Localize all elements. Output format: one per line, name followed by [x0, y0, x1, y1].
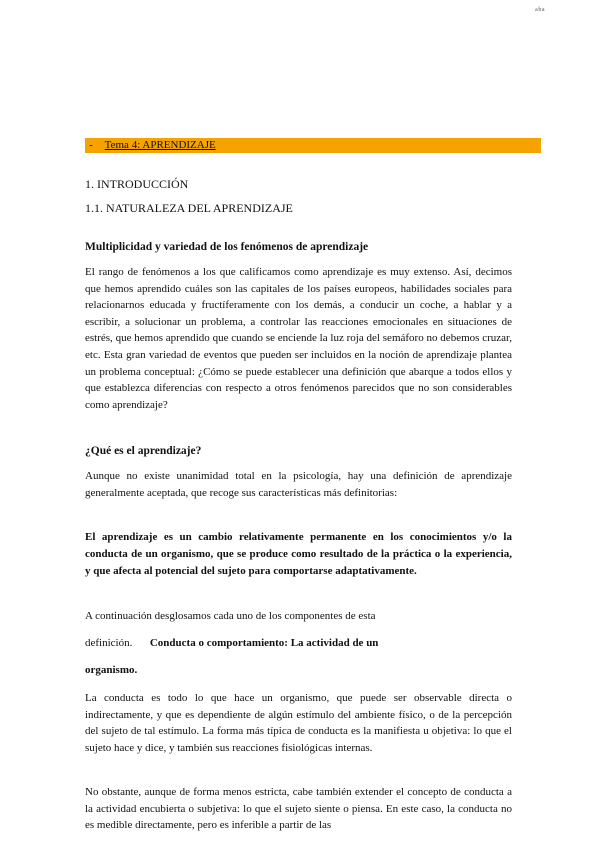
subheading-que-es-aprendizaje: ¿Qué es el aprendizaje?: [85, 445, 202, 457]
paragraph-rango-fenomenos: El rango de fenómenos a los que calificamos como aprendizaje es muy extenso. Así, decimos que hemos aprendido cuáles son las capitales de los países europeos, habilidades sociales para relacionarnos educada y fructíferamente con los demás, a conducir un coche, a hablar y a escribir, a solucionar un problema, a controlar las reacciones emocionales en situaciones de estrés, que hemos aprendido que cuando se enciende la luz roja del semáforo no debemos cruzar, etc. Esta gran variedad de eventos que pueden ser incluidos en la noción de aprendizaje plantea un problema conceptual: ¿Cómo se puede establecer una definición que abarque a todos ellos y que establezca diferencias con respecto a otros fenómenos parecidos que no son considerables como aprendizaje?: [85, 266, 512, 411]
paragraph-conducta: La conducta es todo lo que hace un organismo, que puede ser observable directa o indirectamente, y que es dependiente de algún estímulo del ambiente físico, o de la percepción del sujeto de tal estímulo. La forma más típica de conducta es la manifiesta u objetiva: lo que el sujeto hace y dice, y también sus reacciones fisiológicas internas.: [85, 692, 512, 754]
breakdown-line-1: A continuación desglosamos cada uno de los componentes de esta: [85, 610, 376, 622]
breakdown-line-2: [85, 636, 378, 650]
section-heading-1: 1. INTRODUCCIÓN: [85, 177, 189, 191]
paragraph-definicion-intro: Aunque no existe unanimidad total en la psicología, hay una definición de aprendizaje generalmente aceptada, que recoge sus características más definitorias:: [85, 470, 512, 499]
breakdown-tail: : La actividad de un: [284, 637, 379, 649]
definition-aprendizaje: El aprendizaje es un cambio relativamente permanente en los conocimientos y/o la conducta de un organismo, que se produce como resultado de la práctica o la experiencia, y que afecta al potencial del sujeto para comportarse adaptativamente.: [85, 531, 512, 577]
term-conducta: Conducta o comportamiento: [149, 637, 285, 649]
corner-mark: aba: [535, 7, 545, 13]
section-heading-1-1: 1.1. NATURALEZA DEL APRENDIZAJE: [85, 201, 293, 215]
term-organismo: organismo.: [85, 664, 138, 676]
subheading-multiplicidad: Multiplicidad y variedad de los fenómenos de aprendizaje: [85, 241, 369, 253]
paragraph-no-obstante: No obstante, aunque de forma menos estricta, cabe también extender el concepto de conducta a la actividad encubierta o subjetiva: lo que el sujeto siente o piensa. En este caso, la conducta no es medible directamente, pero es inferible a partir de las: [85, 786, 512, 832]
chapter-banner: [85, 138, 541, 153]
banner-dash: -: [89, 139, 93, 151]
chapter-title: Tema 4: APRENDIZAJE: [104, 139, 216, 151]
breakdown-plain: definición.: [85, 637, 133, 649]
